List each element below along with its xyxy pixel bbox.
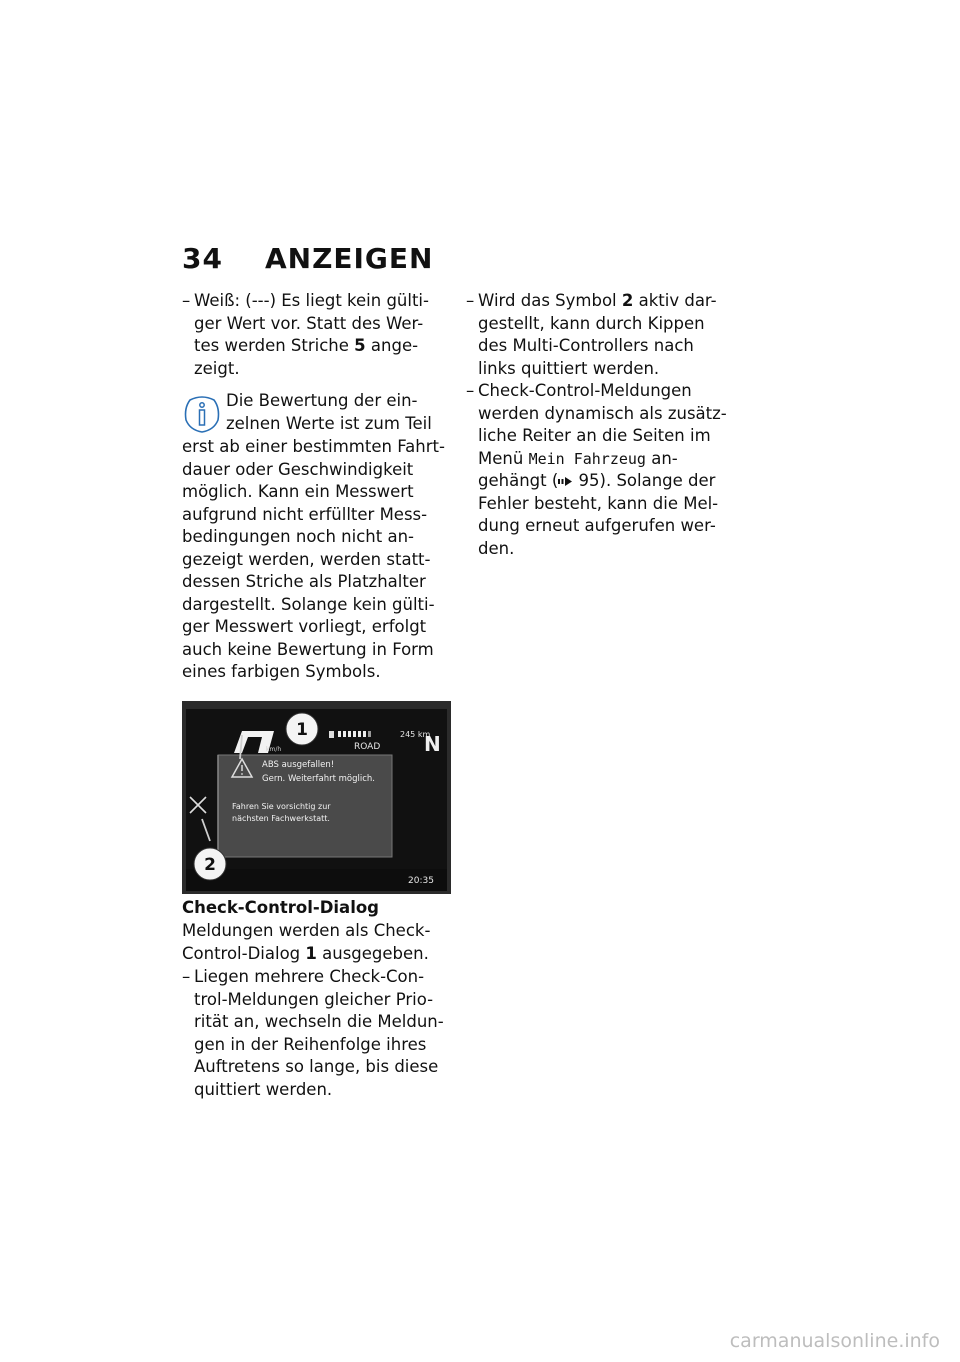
ref-number-5: 5 <box>354 336 366 355</box>
callout-1 <box>286 713 318 745</box>
fuel-icon <box>329 731 334 738</box>
page-header <box>182 242 433 275</box>
list-item-priority: – Liegen mehrere Check-Con- trol-Meldungen gleicher Prio- rität an, wechseln die Meldun- gen in der Reihenfolge ihres Auftretens so lange, bis diese quittiert werden. <box>182 966 466 1101</box>
page-reference[interactable]: 95). <box>573 471 612 490</box>
clock: 20:35 <box>408 876 434 886</box>
info-note: Die Bewertung der ein- zelnen Werte ist zum Teil erst ab einer bestimmten Fahrt- dauer oder Geschwindigkeit möglich. Kann ein Messwert aufgrund nicht erfüllter Mess- bedingungen noch nicht an- gezeigt werden, werden statt- dessen Striche als Platzhalter dargestellt. Solange kein gülti- ger Messwert vorliegt, erfolgt auch keine Bewertung in Form eines farbigen Symbols. <box>182 391 445 681</box>
page-title: ANZEIGEN <box>264 242 434 275</box>
svg-text:2: 2 <box>204 855 216 875</box>
callout-2 <box>194 848 226 880</box>
range-readout: 245 km <box>400 730 431 739</box>
message-line-1: ABS ausgefallen! <box>262 760 335 770</box>
right-column <box>466 290 732 560</box>
info-icon <box>182 392 222 436</box>
figure-caption: Meldungen werden als Check- Control-Dialog 1 ausgegeben. <box>182 921 431 963</box>
ref-number-2: 2 <box>621 291 634 310</box>
message-line-4: nächsten Fachwerkstatt. <box>232 814 330 823</box>
menu-name: Mein Fahrzeug <box>528 449 646 468</box>
list-item-symbol: – Wird das Symbol 2 aktiv dar- gestellt, kann durch Kippen des Multi-Controllers nach links quittiert werden. <box>466 290 732 380</box>
svg-text:1: 1 <box>296 720 308 740</box>
ref-number-1: 1 <box>305 943 317 963</box>
dashboard-screenshot <box>182 701 451 894</box>
gear-indicator: N <box>424 732 441 756</box>
speed-unit: km/h <box>266 746 282 753</box>
message-line-2: Gern. Weiterfahrt möglich. <box>262 774 375 784</box>
list-item-dynamic: – Check-Control-Meldungen werden dynamisch als zusätz- liche Reiter an die Seiten im Menü Mein Fahrzeug an- gehängt ( 95). Solange der Fehler besteht, kann die Mel- dung erneut aufgerufen wer- den. <box>466 380 732 560</box>
page-reference-arrow-icon <box>558 476 573 487</box>
left-column <box>182 290 452 684</box>
page-number: 34 <box>182 242 223 275</box>
message-line-3: Fahren Sie vorsichtig zur <box>232 802 331 811</box>
riding-mode: ROAD <box>354 742 381 752</box>
dashboard-display <box>182 701 451 894</box>
figure-title: Check-Control-Dialog <box>182 898 379 917</box>
list-item-weiss: – Weiß: (---) Es liegt kein gülti- ger Wert vor. Statt des Wer- tes werden Striche 5 ange- zeigt. <box>182 290 452 380</box>
watermark: carmanualsonline.info <box>729 1330 940 1352</box>
